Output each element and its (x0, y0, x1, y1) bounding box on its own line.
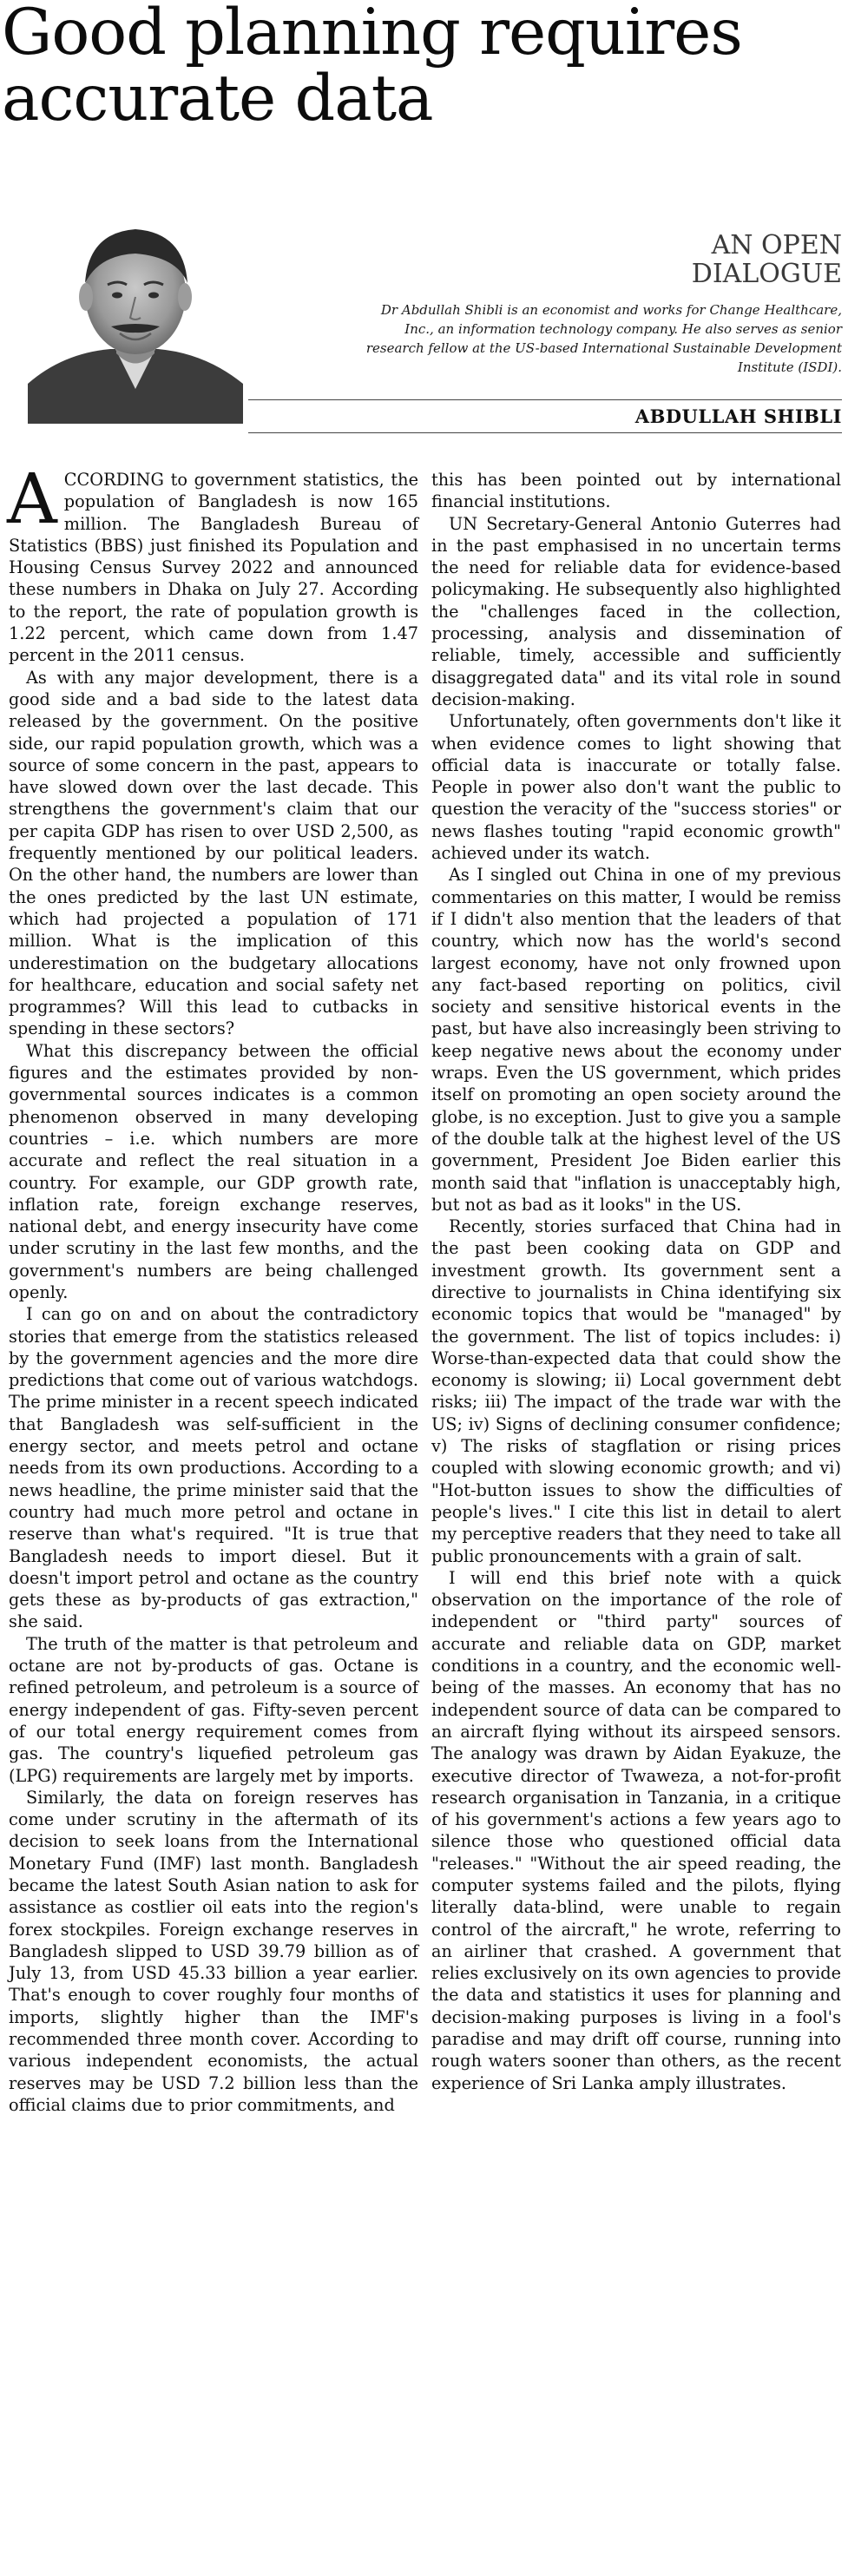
byline-rule-bottom (248, 432, 842, 433)
series-line-2: DIALOGUE (691, 259, 842, 289)
author-bio: Dr Abdullah Shibli is an economist and works for Change Healthcare, Inc., an information technology company. He also serves as senior research fellow at the US-based International Sustainable Development Institute (ISDI). (365, 302, 842, 375)
paragraph-1-text: CCORDING to government statistics, the population of Bangladesh is now 165 million. The Bangladesh Bureau of Statistics (BBS) just finished its Population and Housing Census Survey 2022 and announced these numbers in Dhaka on July 27. According to the report, the rate of population growth is 1.22 percent, which came down from 1.47 percent in the 2011 census. (9, 470, 418, 666)
paragraph-11: I will end this brief note with a quick observation on the importance of the role of independent or "third party" sources of accurate and reliable data on GDP, market conditions in a country, and the economic well-being of the masses. An economy that has no independent source of data can be compared to an aircraft flying without its airspeed sensors. The analogy was drawn by Aidan Eyakuze, the executive director of Twaweza, a not-for-profit research organisation in Tanzania, in a critique of his government's actions a few years ago to silence those who questioned official data "releases." "Without the air speed reading, the computer systems failed and the pilots, flying literally data-blind, were unable to regain control of the aircraft," he wrote, referring to an airliner that crashed. A government that relies exclusively on its own agencies to provide the data and statistics it uses for planning and decision-making purposes is living in a fool's paradise and may drift off course, running into rough waters sooner than others, as the recent experience of Sri Lanka amply illustrates. (431, 1567, 841, 2093)
paragraph-5: The truth of the matter is that petroleum and octane are not by-products of gas. Octane is refined petroleum, and petroleum is a source of energy independent of gas. Fifty-seven percent of our total energy requirement comes from gas. The country's liquefied petroleum gas (LPG) requirements are largely met by imports. (9, 1633, 418, 1786)
paragraph-10: Recently, stories surfaced that China had in the past been cooking data on GDP and investment growth. Its government sent a directive to journalists in China identifying six economic topics that would be "managed" by the government. The list of topics includes: i) Worse-than-expected data that could show the economy is slowing; ii) Local government debt risks; iii) The impact of the trade war with the US; iv) Signs of declining consumer confidence; v) The risks of stagflation or rising prices coupled with slowing economic growth; and vi) "Hot-button issues to show the difficulties of people's lives." I cite this list in detail to alert my perceptive readers that they need to take all public pronouncements with a grain of salt. (431, 1216, 841, 1566)
paragraph-6-part-1: Similarly, the data on foreign reserves has come under scrutiny in the aftermath of its decision to seek loans from the International Monetary Fund (IMF) last month. Bangladesh became the latest South Asian nation to ask for assistance as costlier oil eats into the region's forex stockpiles. Foreign exchange reserves in Bangladesh slipped to USD 39.79 billion as of July 13, from USD 45.33 billion a year earlier. That's enough to cover roughly four months of imports, slightly higher than the IMF's recommended three month cover. According to various independent economists, the actual reserves may be USD 7.2 billion less than the official claims due to prior commitments, and (9, 1787, 418, 2115)
paragraph-6-part-2: this has been pointed out by international financial institutions. (431, 470, 841, 512)
paragraph-8: Unfortunately, often governments don't like it when evidence comes to light showing that official data is inaccurate or totally false. People in power also don't want the public to question the veracity of the "success stories" or news flashes touting "rapid economic growth" achieved under its watch. (431, 711, 841, 864)
paragraph-7: UN Secretary-General Antonio Guterres had in the past emphasised in no uncertain terms the need for reliable data for evidence-based policymaking. He subsequently also highlighted the "challenges faced in the collection, processing, analysis and dissemination of reliable, timely, accessible and sufficiently disaggregated data" and its vital role in sound decision-making. (431, 513, 841, 709)
article-column-left (7, 458, 418, 2116)
author-portrait-image (28, 210, 243, 424)
column-series-label (692, 231, 842, 288)
author-byline: ABDULLAH SHIBLI (634, 405, 842, 427)
article-column-right (431, 469, 841, 2094)
paragraph-4: I can go on and on about the contradictory stories that emerge from the statistics released by the government agencies and the more dire predictions that come out of various watchdogs. The prime minister in a recent speech indicated that Bangladesh was self-sufficient in the energy sector, and meets petrol and octane needs from its own productions. According to a news headline, the prime minister said that the country had much more petrol and octane in reserve than what's required. "It is true that Bangladesh needs to import diesel. But it doesn't import petrol and octane as the country gets these as by-products of gas extraction," she said. (9, 1304, 418, 1632)
paragraph-9: As I singled out China in one of my previous commentaries on this matter, I would be remiss if I didn't also mention that the leaders of that country, which now has the world's second largest economy, have not only frowned upon any fact-based reporting on politics, civil society and sensitive historical events in the past, but have also increasingly been striving to keep negative news about the economy under wraps. Even the US government, which prides itself on promoting an open society around the globe, is no exception. Just to give you a sample of the double talk at the highest level of the US government, President Joe Biden earlier this month said that "inflation is unacceptably high, but not as bad as it looks" in the US. (431, 865, 841, 1215)
paragraph-2: As with any major development, there is a good side and a bad side to the latest data released by the government. On the positive side, our rapid population growth, which was a source of some concern in the past, appears to have slowed down over the last decade. This strengthens the government's claim that our per capita GDP has risen to over USD 2,500, as frequently mentioned by our political leaders. On the other hand, the numbers are lower than the ones predicted by the last UN estimate, which had projected a population of 171 million. What is the implication of this underestimation on the budgetary allocations for healthcare, education and social safety net programmes? Will this lead to cutbacks in spending in these sectors? (9, 667, 418, 1039)
paragraph-3: What this discrepancy between the official figures and the estimates provided by non-governmental sources indicates is a common phenomenon observed in many developing countries – i.e. which numbers are more accurate and reflect the real situation in a country. For example, our GDP growth rate, inflation rate, foreign exchange reserves, national debt, and energy insecurity have come under scrutiny in the last few months, and the government's numbers are being challenged openly. (9, 1040, 418, 1302)
byline-rule-top (248, 399, 842, 400)
headline: Good planning requires accurate data (2, 0, 742, 135)
author-photo (28, 210, 243, 424)
drop-cap: A (7, 458, 57, 539)
paragraph-1 (7, 458, 418, 667)
series-line-1: AN OPEN (711, 230, 842, 260)
